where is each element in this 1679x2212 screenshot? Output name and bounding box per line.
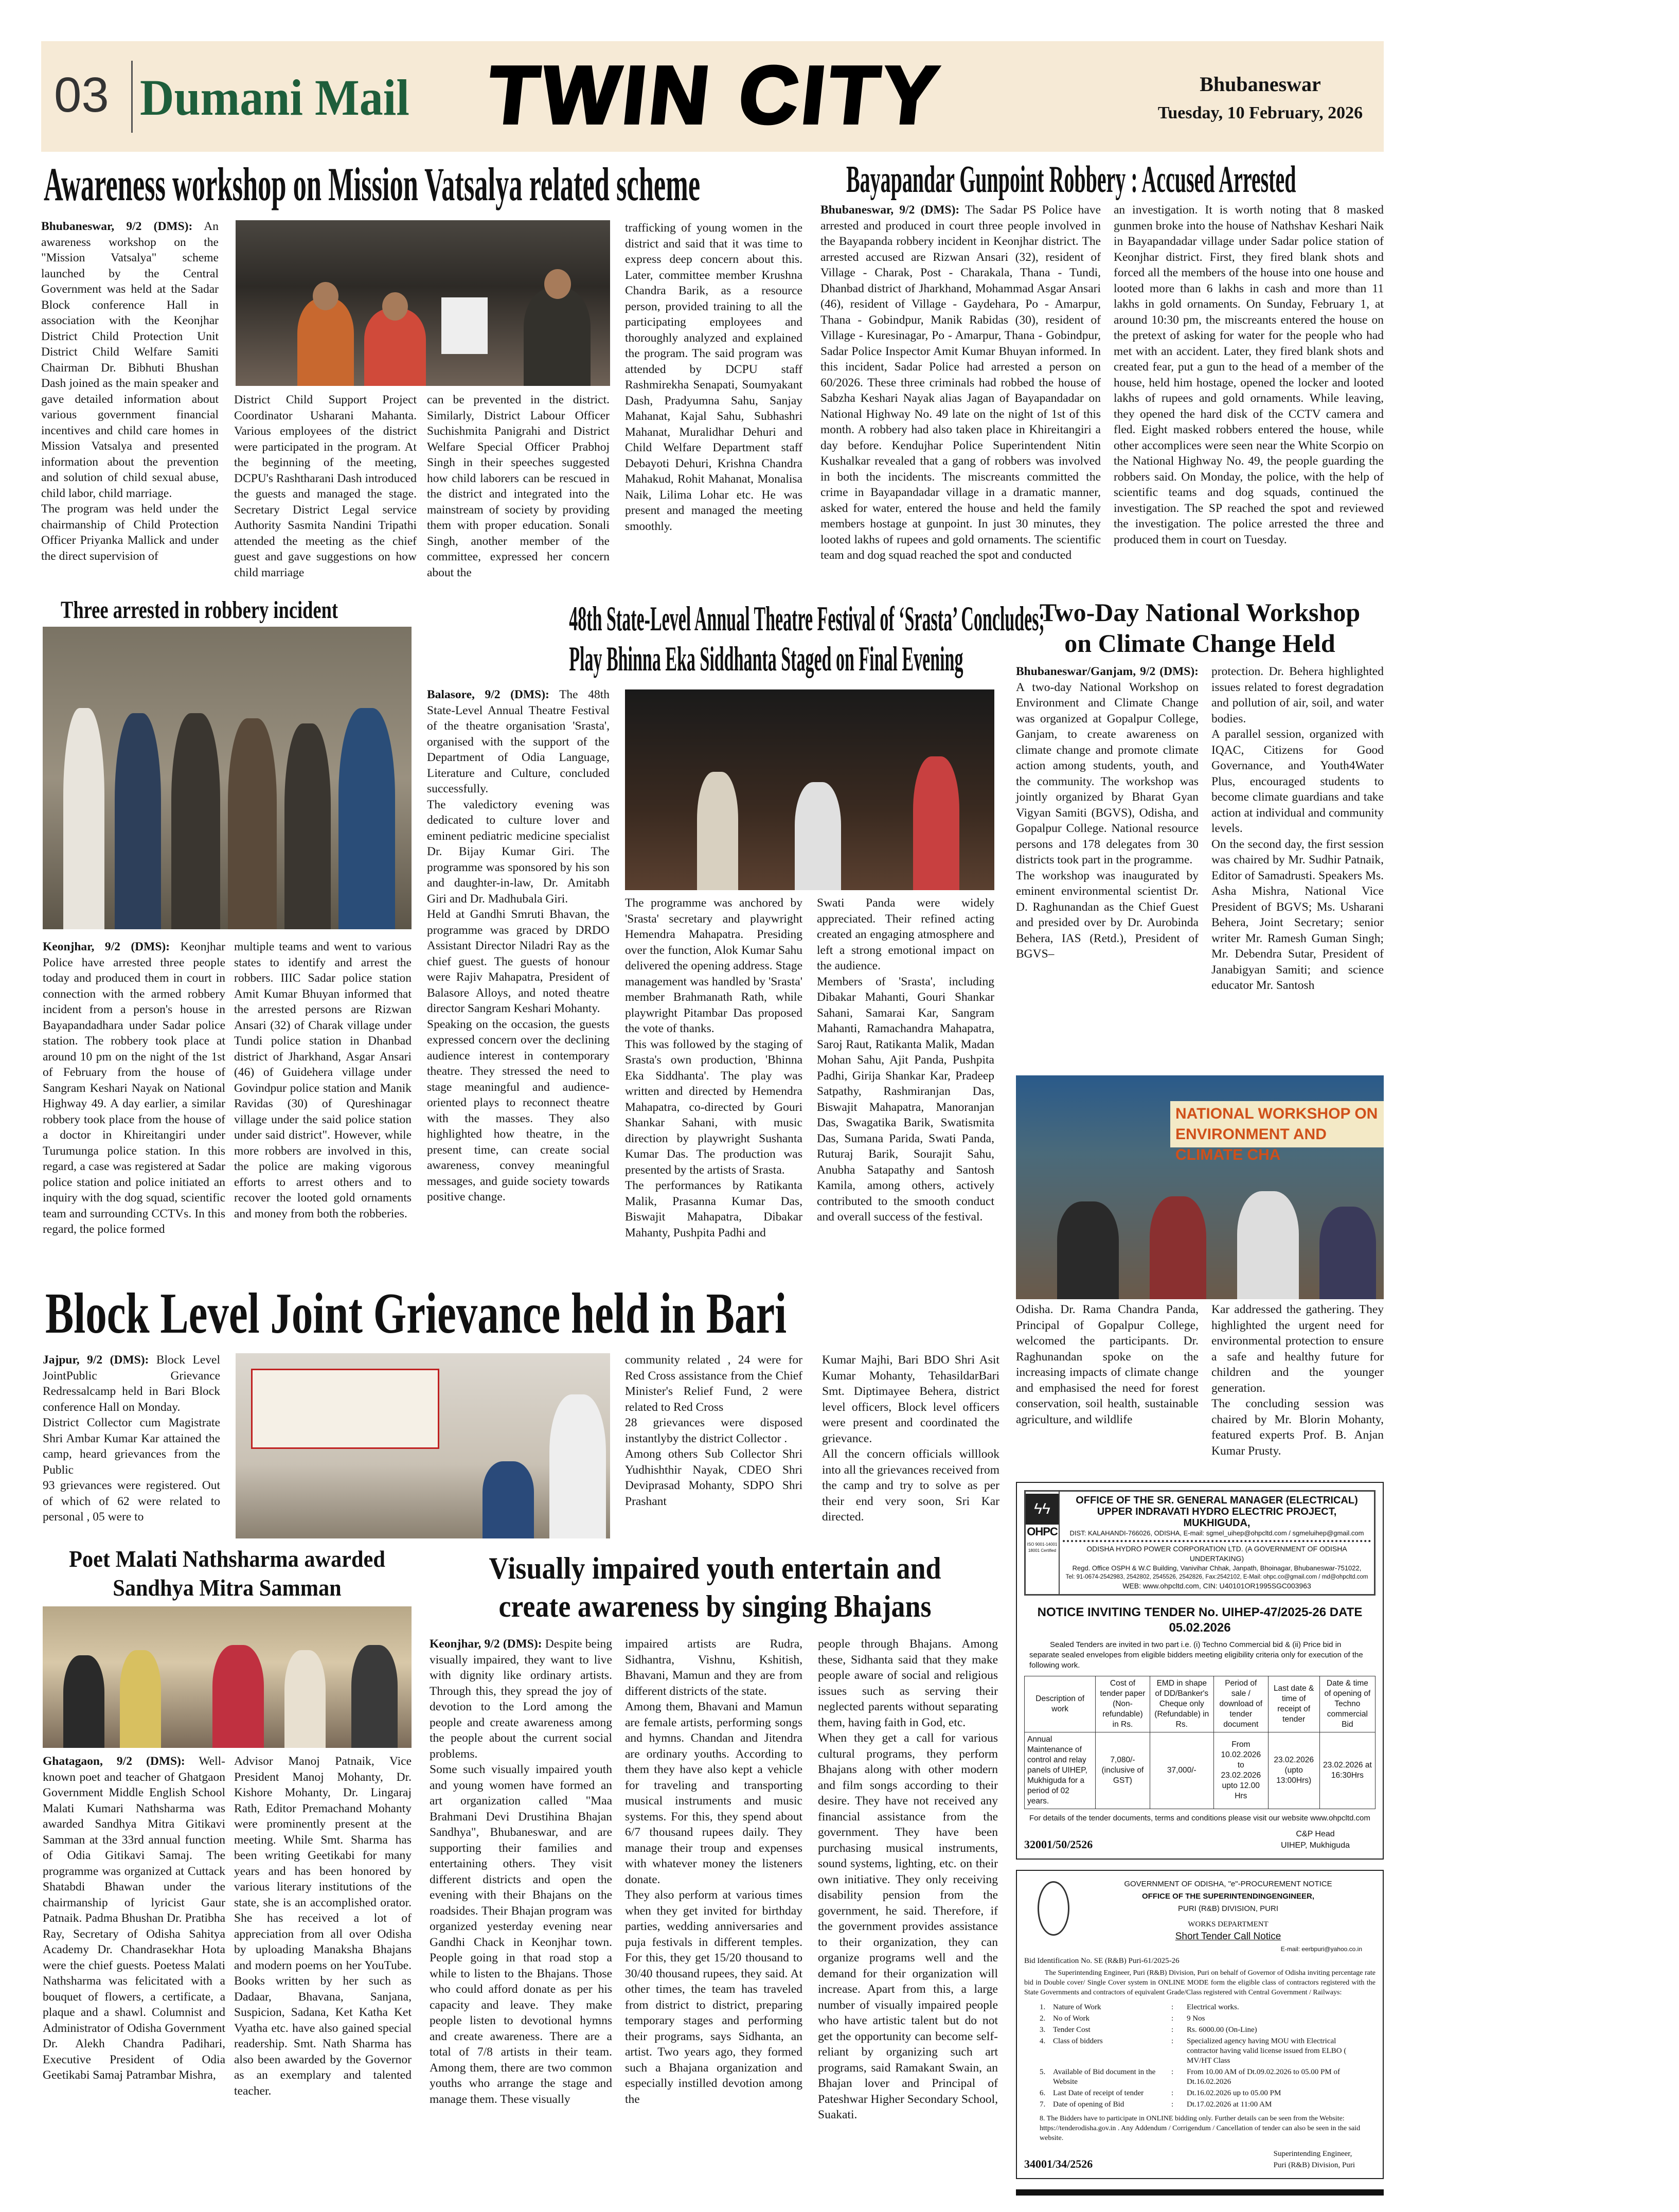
- lightning-icon: ϟϟ: [1026, 1494, 1059, 1525]
- table-cell: From 10.02.2026 to 23.02.2026 upto 12.00 Hrs: [1214, 1732, 1269, 1809]
- photo-figure: [382, 292, 408, 321]
- table-header: Last date & time of receipt of tender: [1268, 1676, 1319, 1732]
- headline-line-1: Visually impaired youth entertain and: [489, 1551, 941, 1585]
- photo-figure: [1319, 1207, 1376, 1299]
- dateline-box: [1147, 72, 1373, 123]
- ad-header-line: UPPER INDRAVATI HYDRO ELECTRIC PROJECT, MUKHIGUDA,: [1097, 1506, 1337, 1529]
- notice-title: NOTICE INVITING TENDER No. UIHEP-47/2025-26 DATE 05.02.2026: [1037, 1605, 1363, 1635]
- dateline: Bhubaneswar, 9/2 (DMS):: [41, 220, 193, 233]
- ad-header-lines: [1081, 1878, 1376, 1943]
- headline-line-2: Play Bhinna Eka Siddhanta Staged on Final Evening: [569, 639, 963, 678]
- headline-bayapandar: [846, 158, 1679, 201]
- tender-details-list: [1040, 2003, 1367, 2110]
- article-text: community related , 24 were for Red Cross assistance from the Chief Minister's Relief Fund, 2 were related to Red Cross 28 grievances were disposed instantlyby the district Collector . Among others Sub Collector Shri Yudhishthir Nayak, CDEO Shri Deviprasad Mohanty, SDPO Shri Prashant: [625, 1353, 802, 1508]
- ad-ohpc-tender: [1016, 1482, 1384, 1860]
- photo-figure: [338, 708, 395, 929]
- article-column: [625, 1636, 802, 2166]
- photo-figure: [228, 718, 277, 929]
- photo-figure: [284, 1650, 326, 1748]
- photo-figure: [63, 708, 104, 929]
- detail-colon: :: [1171, 2014, 1174, 2023]
- photo-figure: [697, 772, 738, 890]
- photo-figure: [284, 723, 331, 929]
- photo-figure: [913, 756, 959, 890]
- photo-grievance-camp: [236, 1353, 610, 1538]
- headline-poet: [43, 1547, 412, 1600]
- article-text: A two-day National Workshop on Environment and Climate Change was organized at Gopalpur College, Ganjam, to create awareness on climate change and promote climate action among students, youth, and the community. The workshop was jointly organized by Bharat Gyan Vigyan Samiti (BGVS), Odisha, and Gopalpur College. National resource persons and 178 delegates from 30 districts took part in the programme. The workshop was inaugurated by eminent environmental scientist Dr. D. Raghunandan as the Chief Guest and presided over by Dr. Aurobinda Behera, IAS (Retd.), President of BGVS–: [1016, 680, 1199, 961]
- photo-figure: [313, 282, 338, 310]
- article-column: [43, 1352, 220, 1545]
- signature-line: UIHEP, Mukhiguda: [1281, 1841, 1350, 1850]
- masthead-divider: [131, 61, 133, 133]
- ad-header-line: Tel: 91-0674-2542983, 2542802, 2545526, 2542826, Fax:2542102, E-Mail: ohpc.co@gmail.com / md@ohpcltd.com: [1065, 1574, 1368, 1580]
- headline-climate: [1016, 599, 1384, 656]
- tender-detail-row: [1040, 2067, 1367, 2087]
- article-text: Kar addressed the gathering. They highlighted the urgent need for environmental protection to ensure a safe and healthy future for children and the younger generation. The concluding session was chaired by Mr. Blorin Mohanty, featured experts Prof. B. Anjan Kumar Prusty.: [1211, 1303, 1384, 1458]
- notice-intro: The Superintending Engineer, Puri (R&B) Division, Puri on behalf of Governor of Odisha inviting percentage rate bid in Double cover/ Single Cover system in ONLINE MODE form the eligible class of contractors registered with the State Governments and contractors of equivalent Grade/Class registered with Central Government / Railways:: [1024, 1969, 1376, 1996]
- dateline: Keonjhar, 9/2 (DMS):: [430, 1637, 542, 1651]
- article-column: [43, 939, 225, 1281]
- detail-v: Electrical works.: [1187, 2003, 1239, 2011]
- article-text: trafficking of young women in the district and said that it was time to express deep concern about this. Later, committee member Krushna Chandra Barik, as a resource person, provided training to all the participating employees and thoroughly analyzed and explained the program. The said program was attended by DCPU staff Rashmirekha Senapati, Soumyakant Dash, Pradyumna Sahu, Sanjay Mahanat, Kajal Sahu, Subhashri Mahanat, Muralidhar Dehuri and Child Welfare Department staff Debayoti Dehuri, Krishna Chandra Mahakud, Rohit Mahanat, Monalisa Naik, Lilima Lohar etc. He was present and managed the meeting smoothly.: [625, 221, 802, 533]
- article-column: [1211, 1302, 1384, 1477]
- signature-line: Superintending Engineer,: [1273, 2150, 1352, 2158]
- article-text: can be prevented in the district. Similarly, District Labour Officer Suchishmita Panigrahi and District Welfare Special Officer Prabhoj Singh in their speeches suggested how child laborers can be rescued in the district and integrated into the mainstream of society by providing them with proper education. Sonali Singh, another member of the committee, expressed her concern about the: [427, 393, 610, 579]
- article-text: The programme was anchored by 'Srasta' secretary and playwright Hemendra Mahapatra. Presiding over the function, Alok Kumar Sahu delivered the opening address. Stage management was handled by 'Srasta' member Brahmanath Rath, while playwright Pitambar Das proposed the vote of thanks. This was followed by the staging of Srasta's own production, 'Bhinna Eka Siddhanta'. The play was written and directed by Hemendra Mahapatra, co-directed by Gouri Shankar Sahani, with music direction by playwright Sushanta Kumar Das. The production was presented by the artists of Srasta. The performances by Ratikanta Malik, Prasanna Kumar Das, Biswajit Mahapatra, Dibakar Mahanty, Pushpita Padhi and: [625, 896, 802, 1240]
- tender-detail-row: [1040, 2089, 1367, 2098]
- table-cell: 23.02.2026 at 16:30Hrs: [1319, 1732, 1375, 1809]
- article-text: District Child Support Project Coordinator Usharani Mahanta. Various employees of the district were participated in the program. At the beginning of the meeting, DCPU's Rashtharani Dash introduced the guests and managed the stage. Secretary District Legal service Authority Sasmita Nandini Tripathi attended the meeting as the chief guest and gave suggestions on how child marriage: [234, 393, 417, 579]
- article-text: an investigation. It is worth noting that 8 masked gunmen broke into the house of Nathshav Keshari Naik in Bayapandadar village under Sadar police station of Keonjhar district. First, they fired blank shots and forced all the members of the house into one house and looted more than 6 lakhs in cash and more than 11 lakhs in gold ornaments. On Sunday, February 1, at around 10:30 pm, the miscreants entered the house on the pretext of asking for water for the people who had met with an accident. Later, they fired blank shots and created fear, put a gun to the head of a member of the house, held him hostage, opened the locker and looted lakhs of rupees and gold ornaments. While leaving, they opened the hard disk of the CCTV camera and fled. Eight masked robbers entered the house, while other accomplices were seen near the White Scorpio on the National Highway No. 49, the people guarding the robbers said. On Monday, the police, with the help of scientific teams and dog squads, continued the investigation. The SP reached the spot and reviewed the investigation. The police arrested the three and produced them in court on Tuesday.: [1114, 203, 1384, 546]
- detail-v: Specialized agency having MOU with Electrical contractor having valid license issued from ELBO ( MV/HT Class: [1187, 2037, 1347, 2065]
- table-header: Date & time of opening of Techno commercial Bid: [1319, 1676, 1375, 1732]
- detail-n: 2.: [1040, 2014, 1046, 2023]
- ad-code: 32001/50/2526: [1024, 1838, 1093, 1851]
- ad-header-line: ODISHA HYDRO POWER CORPORATION LTD. (A GOVERNMENT OF ODISHA UNDERTAKING): [1086, 1545, 1347, 1563]
- article-text: The Sadar PS Police have arrested and produced in court three people involved in the Bayapanda robbery incident in Keonjhar district. The arrested accused are Rizwan Ansari (32), resident of Village - Charak, Post - Charakala, Thana - Tundi, Dhanbad district of Jharkhand, Mohammad Asgar Ansari (46), resident of Village - Gaydehara, Po - Amarpur, Thana - Gobindpur, Manik Rabidas (30), resident of Village - Kuresinagar, Po - Amarpur, Thana - Gobindpur, Sadar Police Inspector Amit Kumar Bhuyan informed. In this incident, Sadar Police had arrested a person on 60/2026. These three criminals had robbed the house of Sabzha Keshari Nayak alias Jagan of Bayapandadar on National Highway No. 49 late on the night of 1st of this month. A robbery had also taken place in Khireitangiri a day before. Kendujhar Police Superintendent Nitin Kushalkar revealed that a gang of robbers was involved in both the incidents. The miscreants committed the crime in Bayapandadar village in a dramatic manner, asked for water, entered the house and held the family members hostage at gunpoint. In just 30 minutes, they looted lakhs of rupees and gold ornaments. The scientific team and dog squad reached the spot and conducted: [820, 203, 1101, 562]
- headline-bari: [45, 1282, 1047, 1346]
- photo-figure: [115, 713, 161, 929]
- ad-header-line: OFFICE OF THE SUPERINTENDINGENGINEER,: [1141, 1892, 1315, 1901]
- article-text: Advisor Manoj Patnaik, Vice President Manoj Mohanty, Dr. Kishore Mohanty, Dr. Lingaraj Rath, Editor Premachand Mohanty were prominently present at the meeting. While Smt. Sharma has been writing Geetikabi for many years and has been honored by various literary institutions of the state, she is an accomplished orator. She has received a lot of appreciation from all over Odisha by uploading Manaksha Bhajans and modern poems on her YouTube. Books written by her such as Dadaar, Bhavana, Sanjana, Suspicion, Sadana, Ket Katha Ket Vyatha etc. have also gained special readership. Smt. Nath Sharma has also been awarded by the Governor as an exemplary and talented teacher.: [234, 1755, 412, 2098]
- article-column: [818, 1636, 998, 2166]
- ad-header-line: DIST: KALAHANDI-766026, ODISHA, E-mail: sgmel_uihep@ohpcltd.com / sgmeluihep@gmail.com: [1069, 1529, 1364, 1537]
- detail-n: 7.: [1040, 2100, 1046, 2109]
- article-column: [1016, 664, 1199, 1070]
- photo-figure: [1057, 1201, 1119, 1299]
- table-header: EMD in shape of DD/Banker's Cheque only (Refundable) in Rs.: [1150, 1676, 1213, 1732]
- tender-detail-row: [1040, 2014, 1367, 2024]
- tender-detail-row: [1040, 2003, 1367, 2012]
- article-text: Keonjhar Police have arrested three people today and produced them in court in connection with the armed robbery incident from a person's house in Bayapandadhara under Sadar police station. The robbery took place at around 10 pm on the night of the 1st of February from the house of Sangram Keshari Nayak on National Highway 49. A day earlier, a similar robbery took place from the house of a doctor in Khireitangiri under Turumunga police station. In this regard, a case was registered at Sadar police station and police initiated an inquiry with the dog squad, scientific team and surrounding CCTVs. In this regard, the police formed: [43, 940, 225, 1236]
- detail-colon: :: [1171, 2026, 1174, 2034]
- article-column: [43, 1754, 225, 2165]
- issue-date: Tuesday, 10 February, 2026: [1157, 103, 1363, 122]
- photo-banner: NATIONAL WORKSHOP ON ENVIRONMENT AND CLIMATE CHA: [1170, 1101, 1384, 1147]
- photo-screen: [441, 297, 488, 354]
- dateline: Jajpur, 9/2 (DMS):: [43, 1353, 149, 1367]
- dateline: Balasore, 9/2 (DMS):: [427, 688, 549, 701]
- ad-header-line: PURI (R&B) DIVISION, PURI: [1177, 1904, 1279, 1913]
- tender-detail-row: [1040, 2100, 1367, 2110]
- detail-k: Date of opening of Bid: [1053, 2100, 1124, 2109]
- photo-figure: [120, 1650, 161, 1748]
- signature-line: Puri (R&B) Division, Puri: [1273, 2161, 1355, 2169]
- article-column: [1211, 664, 1384, 1070]
- article-text: An awareness workshop on the "Mission Vatsalya" scheme launched by the Central Government was held at the Sadar Block conference Hall in association with the Keonjhar District Child Protection Unit District Child Welfare Samiti Chairman Dr. Bibhuti Bhushan Dash joined as the main speaker and gave detailed information about various government financial incentives and child care homes in Mission Vatsalya and presented information about the prevention and solution of child sexual abuse, child labor, child marriage. The program was held under the chairmanship of Child Protection Officer Priyanka Mallick and under the direct supervision of: [41, 220, 219, 563]
- photo-figure: [63, 1655, 104, 1748]
- detail-n: 3.: [1040, 2026, 1046, 2034]
- photo-award: [43, 1606, 412, 1748]
- photo-workshop: [236, 220, 610, 386]
- bid-id: Bid Identification No. SE (R&B) Puri-61/2025-26: [1024, 1957, 1180, 1965]
- table-cell: 23.02.2026 (upto 13:00Hrs): [1268, 1732, 1319, 1809]
- photo-figure: [171, 713, 220, 929]
- article-column: [427, 392, 610, 592]
- ad-footer-row: [1024, 1829, 1376, 1851]
- article-column: [234, 392, 417, 592]
- photo-climate-workshop: [1016, 1075, 1384, 1299]
- article-column: [41, 219, 219, 592]
- ad-puri-tender: [1016, 1870, 1384, 2179]
- detail-v: Dt.17.02.2026 at 11:00 AM: [1187, 2100, 1272, 2109]
- headline-line-1: Poet Malati Nathsharma awarded: [69, 1546, 385, 1572]
- detail-v: Dt.16.02.2026 up to 05.00 PM: [1187, 2089, 1281, 2097]
- detail-n: 5.: [1040, 2068, 1046, 2076]
- ad-header-line: Regd. Office OSPH & W.C Building, Vanivihar Chhak, Janpath, Bhoinagar, Bhubaneswar-751022,: [1072, 1564, 1362, 1572]
- ohpc-logo: [1026, 1492, 1060, 1594]
- ad-header: [1024, 1878, 1376, 1943]
- ad-header-line: WEB: www.ohpcltd.com, CIN: U40101OR1995SGC003963: [1122, 1582, 1311, 1590]
- article-text: Despite being visually impaired, they want to live with dignity like ordinary artists. Through this, they spread the joy of devotion to the Lord among the people and create awareness among the people about the current social problems. Some such visually impaired youth and young women have formed an art organization called "Maa Brahmani Devi Drustihina Bhajan Sandhya", Bhubaneswar, and are supporting their families and entertaining others. They visit different districts and open the evening with their Bhajans on the roadsides. Their Bhajan program was organized yesterday evening near Gandhi Chack in Keonjhar town. People going in that road stop a while to listen to the Bhajans. Those who could afford donate as per his capacity and leave. They make people listen to devotional hymns and create awareness. There are a total of 7/8 artists in their team. Among them, there are two common youths who arrange the stage and manage them. These visually: [430, 1637, 612, 2106]
- article-text: people through Bhajans. Among these, Sidhanta said that they make people aware of social and religious issues such as serving their neglected parents without separating them, having faith in God, etc. When they get a call for various cultural programs, they perform Bhajans along with other modern and film songs according to their desire. They have not received any financial assistance from the government. They have been purchasing musical instruments, sound systems, lighting, etc. on their own initiative. They only receiving disability pension from the government, he said. Therefore, if the government provides assistance to their organization, they can organize programs well and the demand for their organization will increase. Apart from this, a large number of visually impaired people who have artistic talent but do not get the opportunity can become self-reliant by organizing such art programs, said Ramakant Swain, an Bhajan lover and Principal of Pateshwar Higher Secondary School, Suakati.: [818, 1637, 998, 2121]
- headline-text: Three arrested in robbery incident: [61, 596, 338, 624]
- photo-figure: [544, 269, 571, 299]
- photo-figure: [351, 1645, 398, 1748]
- table-header: Cost of tender paper (Non-refundable) in Rs.: [1096, 1676, 1150, 1732]
- table-cell: 7,080/- (inclusive of GST): [1096, 1732, 1150, 1809]
- detail-colon: :: [1171, 2003, 1174, 2011]
- detail-k: Class of bidders: [1053, 2037, 1103, 2045]
- ad-header-lines: [1060, 1492, 1374, 1594]
- article-column: [625, 1352, 802, 1545]
- ad-code: 34001/34/2526: [1024, 2157, 1093, 2170]
- detail-k: No of Work: [1053, 2014, 1090, 2023]
- photo-figure: [524, 288, 591, 386]
- tender-detail-row: [1040, 2025, 1367, 2035]
- article-text: Swati Panda were widely appreciated. Their refined acting created an engaging atmosphere and left a strong emotional impact on the audience. Members of 'Srasta', including Dibakar Mahanti, Gouri Shankar Sahani, Samarai Kar, Sangram Mahanti, Ramachandra Mahapatra, Saroj Raut, Ratikanta Malik, Madan Mohan Sahu, Ajit Panda, Pushpita Padhi, Girija Shankar Kar, Pradeep Satpathy, Rashmiranjan Das, Biswajit Mahapatra, Manoranjan Das, Swagatika Barik, Swatismita Das, Sumana Parida, Swati Panda, Ruturaj Barik, Sourajit Sahu, Anubha Satapathy and Santosh Kamila, among others, actively contributed to the smooth conduct and overall success of the festival.: [817, 896, 994, 1224]
- photo-accused: [43, 627, 412, 929]
- detail-n: 1.: [1040, 2003, 1046, 2011]
- article-column: [234, 1754, 412, 2165]
- detail-colon: :: [1171, 2100, 1174, 2109]
- detail-k: Available of Bid document in the Website: [1053, 2068, 1156, 2086]
- ad-signature: [1274, 2148, 1355, 2171]
- ad-header-line: OFFICE OF THE SR. GENERAL MANAGER (ELECTRICAL): [1076, 1495, 1358, 1506]
- article-column: [430, 1636, 612, 2166]
- ad-footer-row: [1024, 2148, 1376, 2171]
- article-column: [625, 895, 802, 1279]
- ad-header-line: GOVERNMENT OF ODISHA, "e"-PROCUREMENT NOTICE: [1124, 1880, 1332, 1888]
- photo-figure: [297, 298, 354, 386]
- detail-k: Last Date of receipt of tender: [1053, 2089, 1144, 2097]
- article-text: protection. Dr. Behera highlighted issues related to forest degradation and pollution of air, soil, and water bodies. A parallel session, organized with IQAC, Citizens for Good Governance, and Youth4Water Plus, encouraged students to become climate guardians and take action at individual and community levels. On the second day, the first session was chaired by Mr. Sudhir Patnaik, Editor of Samadrusti. Speakers Ms. Asha Mishra, National Vice President of BGVS; Ms. Usharani Behera, Joint Secretary; senior writer Mr. Ramesh Guman Singh; Mr. Debendra Sutar, President of Janabigyan Samiti; and science educator Mr. Santosh: [1211, 665, 1384, 992]
- table-header: Description of work: [1025, 1676, 1096, 1732]
- article-column: [820, 202, 1101, 592]
- table-cell: 37,000/-: [1150, 1732, 1213, 1809]
- ads-column: [1016, 1482, 1384, 2196]
- photo-figure: [549, 1394, 606, 1538]
- logo-text: OHPC: [1027, 1525, 1058, 1538]
- tender-detail-row: [1040, 2037, 1367, 2066]
- ad-email: E-mail: eerbpuri@yahoo.co.in: [1280, 1945, 1362, 1953]
- photo-figure: [212, 1645, 264, 1748]
- table-cell: Annual Maintenance of control and relay panels of UIHEP, Mukhiguda for a period of 02 years.: [1025, 1732, 1096, 1809]
- dateline: Ghatagaon, 9/2 (DMS):: [43, 1755, 185, 1768]
- article-column: [1114, 202, 1384, 592]
- article-column: [625, 220, 802, 592]
- detail-colon: :: [1171, 2037, 1174, 2045]
- detail-colon: :: [1171, 2089, 1174, 2097]
- ad-footer: For details of the tender documents, terms and conditions please visit our website www.ohpcltd.com: [1029, 1814, 1370, 1822]
- notice-title: Short Tender Call Notice: [1175, 1931, 1281, 1942]
- odisha-emblem-icon: [1038, 1881, 1069, 1936]
- photo-figure: [1150, 1196, 1206, 1299]
- detail-n: 4.: [1040, 2037, 1046, 2045]
- logo-cert: 18001 Certified: [1028, 1548, 1057, 1553]
- edition-city: Bhubaneswar: [1200, 73, 1321, 96]
- detail-n: 6.: [1040, 2089, 1046, 2097]
- detail-v: 9 Nos: [1187, 2014, 1205, 2023]
- dateline: Bhubaneswar/Ganjam, 9/2 (DMS):: [1016, 665, 1199, 678]
- article-text: Well-known poet and teacher of Ghatgaon Government Middle English School Malati Kumari Nathsharma was awarded Sandhya Mitra Gitikavi Samman at the 33rd annual function of Odia Gitikavi Samaj. The programme was organized at Cuttack Shatabdi Bhawan under the chairmanship of lyricist Gaur Patnaik. Padma Bhushan Dr. Pratibha Ray, Secretary of Odisha Sahitya Academy Dr. Chandrasekhar Hota were the chief guests. Poetess Malati Nathsharma was felicitated with a bouquet of flowers, a certificate, a plaque and a shawl. Columnist and Administrator of Odisha Government Dr. Alekh Chandra Padihari, Executive President of Odia Geetikabi Samaj Patrambar Mishra,: [43, 1755, 225, 2082]
- headline-text: Bayapandar Gunpoint Robbery : Accused Arrested: [846, 158, 1296, 201]
- dateline: Bhubaneswar, 9/2 (DMS):: [820, 203, 960, 217]
- headline-text: Block Level Joint Grievance held in Bari: [45, 1282, 787, 1346]
- article-text: Block Level JointPublic Grievance Redressalcamp held in Bari Block conference Hall on Monday. District Collector cum Magistrate Shri Ambar Kumar Kar attained the camp, heard grievances from the Public 93 grievances were registered. Out of which of 62 were related to personal , 05 were to: [43, 1353, 220, 1524]
- article-text: The 48th State-Level Annual Theatre Festival of the theatre organisation 'Srasta', organised with the support of the Department of Odia Language, Literature and Culture, concluded successfully. The valedictory evening was dedicated to culture lover and eminent pediatric medicine specialist Dr. Bijay Kumar Giri. The programme was sponsored by his son and daughter-in-law, Dr. Amitabh Giri and Dr. Madhubala Giri. Held at Gandhi Smruti Bhavan, the programme was graced by DRDO Assistant Director Niladri Ray as the chief guest. The guests of honour were Rajiv Mahapatra, President of Balasore Alloys, and noted theatre director Sangram Keshari Mohanty. Speaking on the occasion, the guests expressed concern over the declining audience interest in contemporary theatre. They stressed the need to stage meaningful and audience-oriented plays to reconnect theatre with the masses. They also highlighted how theatre, in the present time, can create social awareness, convey meaningful messages, and guide society towards positive change.: [427, 688, 610, 1204]
- photo-theatre: [625, 689, 994, 890]
- detail-k: Nature of Work: [1053, 2003, 1101, 2011]
- department: WORKS DEPARTMENT: [1188, 1920, 1269, 1928]
- page-number: 03: [54, 67, 109, 122]
- article-text: impaired artists are Rudra, Sidhantra, Vishnu, Kshitish, Bhavani, Mamun and they are from different districts of the state. Among them, Bhavani and Mamun are female artists, performing songs and hymns. Chandan and Jitendra are ordinary youths. According to them they have also kept a vehicle for traveling and transporting musical instruments and music systems. For this, they spend about 6/7 thousand rupees daily. They manage their troup and expenses with whatever money the listeners donate. They also perform at various times when they get invited for birthday parties, wedding anniversaries and puja festivals in different temples. For this, they get 15/20 thousand to 30/40 thousand rupees, they said. At other times, the team has traveled from district to district, preparing temporary stages and performing their programs, says Sidhanta, an artist. Two years ago, they formed such a Bhajana organization and especially instilled devotion among the: [625, 1637, 802, 2106]
- article-text: Odisha. Dr. Rama Chandra Panda, Principal of Gopalpur College, welcomed the participants. Dr. Raghunandan spoke on the increasing impacts of climate change and emphasised the need for forest conservation, soil health, sustainable agriculture, and wildlife: [1016, 1303, 1199, 1426]
- headline-line-2: create awareness by singing Bhajans: [498, 1589, 932, 1623]
- logo-cert: ISO 9001-14001: [1027, 1542, 1058, 1547]
- detail-v: Rs. 6000.00 (On-Line): [1187, 2026, 1257, 2034]
- section-title: Dumani Mail: [140, 69, 409, 126]
- table-header: Period of sale / download of tender document: [1214, 1676, 1269, 1732]
- divider: [1063, 1540, 1371, 1542]
- notice-intro: Sealed Tenders are invited in two part i.e. (i) Techno Commercial bid & (ii) Price bid in separate sealed envelopes from eligible bidders meeting eligibility criteria only for execution of the following work.: [1029, 1640, 1363, 1670]
- ad-signature: [1281, 1829, 1350, 1851]
- article-text: Kumar Majhi, Bari BDO Shri Asit Kumar Mohanty, TehasildarBari Smt. Diptimayee Behera, district level officers, Block level officers were present and coordinated the grievance. All the concern officials willlook into all the grievances received from the camp and try to solve as per their end very soon, Sri Kar directed.: [822, 1353, 999, 1524]
- signature-line: C&P Head: [1296, 1830, 1335, 1838]
- tender-table: [1024, 1676, 1376, 1809]
- ad-header: [1024, 1490, 1376, 1596]
- headline-line-1: 48th State-Level Annual Theatre Festival of ‘Srasta’ Concludes;: [569, 599, 1045, 638]
- article-column: [817, 895, 994, 1279]
- article-text: multiple teams and went to various states to identify and arrest the robbers. IIIC Sadar police station Amit Kumar Bhuyan informed that the arrested persons are Rizwan Ansari (32) of Charak village under Tundi police station in Dhanbad district of Jharkhand, Asgar Ansari (46) of Guidehera village under Govindpur police station and Manik Ravidas (30) of Qureshinagar village under the said police station under said district". However, while more robbers are involved in this, the police are making vigorous efforts to arrest others and to recover the looted gold ornaments and money from both the robberies.: [234, 940, 412, 1220]
- dateline: Keonjhar, 9/2 (DMS):: [43, 940, 170, 953]
- detail-k: Tender Cost: [1053, 2026, 1091, 2034]
- ad-note: 8. The Bidders have to participate in ONLINE bidding only. Further details can be seen from the Website: https://tenderodisha.gov.in . Any Addendum / Corrigendum / Cancellation of tender can also be seen in the said website.: [1040, 2115, 1361, 2142]
- footer-rule: [1016, 2189, 1384, 2196]
- headline-bhajans: [430, 1553, 1001, 1622]
- newspaper-title: TWIN CITY: [484, 50, 946, 140]
- photo-figure: [483, 1461, 534, 1538]
- photo-figure: [1237, 1191, 1299, 1299]
- headline-text: Awareness workshop on Mission Vatsalya related scheme: [44, 158, 701, 210]
- headline-srasta: [427, 599, 1045, 678]
- article-column: [234, 939, 412, 1281]
- headline-three-arrested: [61, 598, 425, 623]
- detail-colon: :: [1171, 2068, 1174, 2076]
- article-column: [427, 687, 610, 1279]
- headline-line-2: on Climate Change Held: [1064, 629, 1335, 658]
- headline-line-1: Two-Day National Workshop: [1039, 598, 1361, 627]
- photo-banner: [251, 1369, 439, 1449]
- headline-line-2: Sandhya Mitra Samman: [113, 1574, 342, 1601]
- article-column: [822, 1352, 999, 1545]
- detail-v: From 10.00 AM of Dt.09.02.2026 to 05.00 PM of Dt.16.02.2026: [1187, 2068, 1340, 2086]
- photo-figure: [795, 782, 841, 890]
